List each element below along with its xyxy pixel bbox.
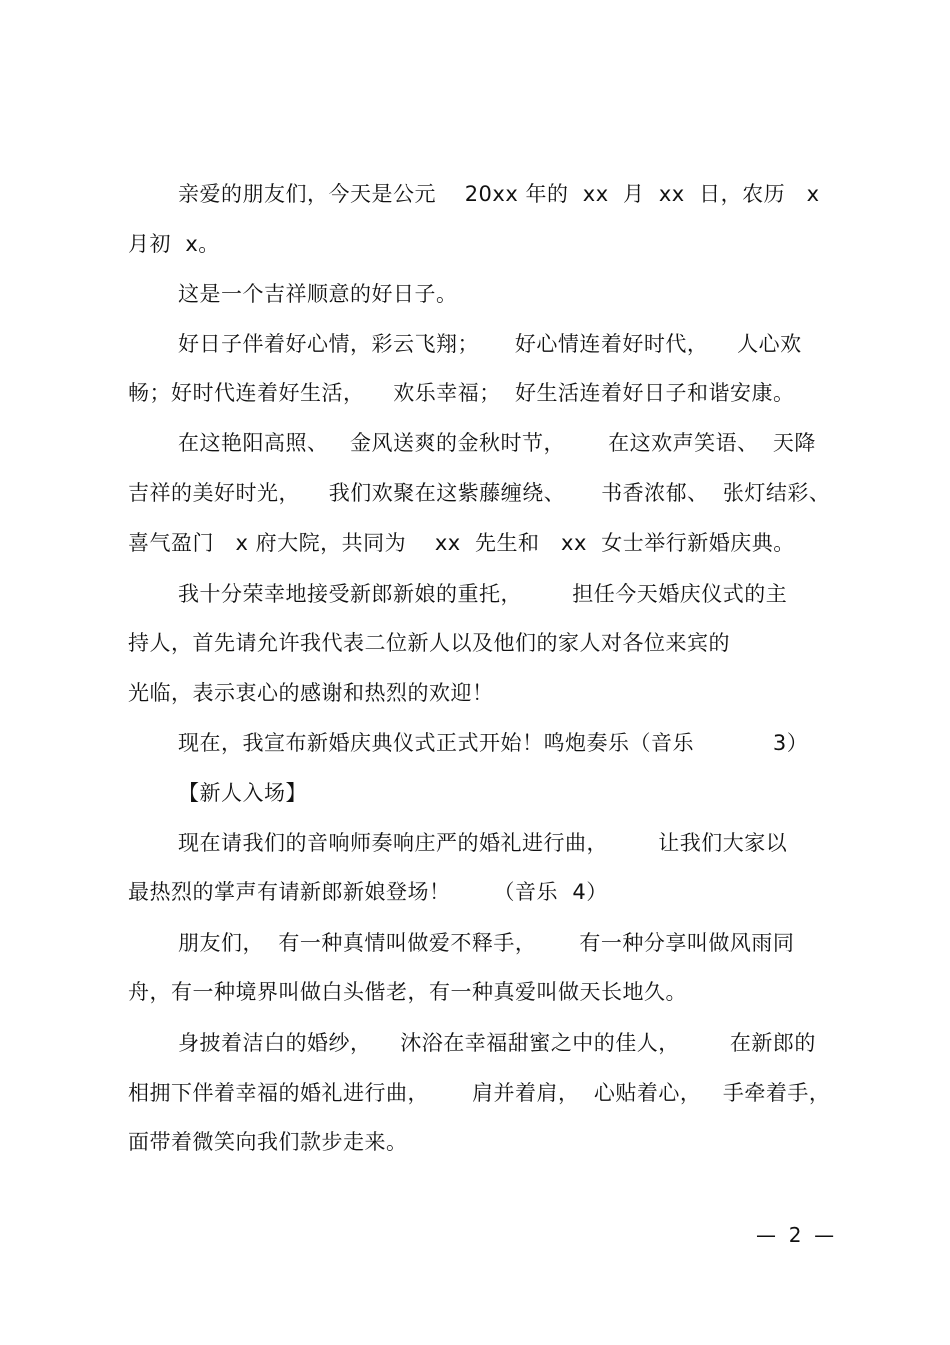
paragraph-line: 身披着洁白的婚纱， 沐浴在幸福甜蜜之中的佳人， 在新郎的 [178,1031,816,1055]
paragraph-line: 持人，首先请允许我代表二位新人以及他们的家人对各位来宾的 [128,631,730,655]
section-heading: 【新人入场】 [178,781,307,805]
paragraph-line: 畅；好时代连着好生活， 欢乐幸福； 好生活连着好日子和谐安康。 [128,381,795,405]
paragraph-line: 吉祥的美好时光， 我们欢聚在这紫藤缠绕、 书香浓郁、 张灯结彩、 [128,481,831,505]
paragraph-line: 好日子伴着好心情，彩云飞翔； 好心情连着好时代， 人心欢 [178,332,802,356]
paragraph-line: 喜气盈门 x 府大院，共同为 xx 先生和 xx 女士举行新婚庆典。 [128,531,795,555]
paragraph-line: 在这艳阳高照、 金风送爽的金秋时节， 在这欢声笑语、 天降 [178,431,816,455]
paragraph-line: 朋友们， 有一种真情叫做爱不释手， 有一种分享叫做风雨同 [178,931,795,955]
paragraph-line: 亲爱的朋友们，今天是公元 20xx 年的 xx 月 xx 日，农历 x [178,182,820,206]
paragraph-line: 我十分荣幸地接受新郎新娘的重托， 担任今天婚庆仪式的主 [178,582,788,606]
paragraph-line: 月初 x。 [128,232,220,256]
paragraph-line: 光临，表示衷心的感谢和热烈的欢迎！ [128,681,494,705]
page-number: — 2 — [756,1223,835,1247]
paragraph-line: 相拥下伴着幸福的婚礼进行曲， 肩并着肩， 心贴着心， 手牵着手， [128,1081,831,1105]
paragraph-line: 面带着微笑向我们款步走来。 [128,1130,408,1154]
paragraph-line: 舟，有一种境界叫做白头偕老，有一种真爱叫做天长地久。 [128,980,687,1004]
paragraph-line: 现在请我们的音响师奏响庄严的婚礼进行曲， 让我们大家以 [178,831,788,855]
paragraph-line: 最热烈的掌声有请新郎新娘登场！ （音乐 4） [128,880,608,904]
paragraph-line: 这是一个吉祥顺意的好日子。 [178,282,458,306]
paragraph-line: 现在，我宣布新婚庆典仪式正式开始！鸣炮奏乐（音乐 3） [178,731,809,755]
